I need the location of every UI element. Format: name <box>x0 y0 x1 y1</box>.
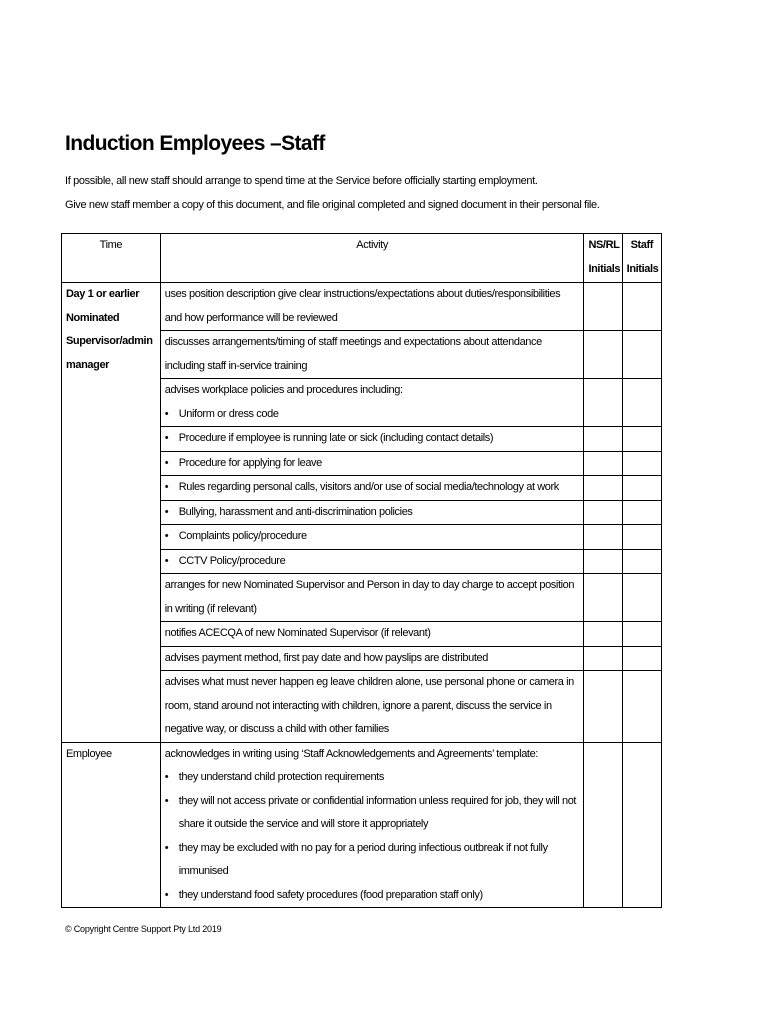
ns-rl-initials-cell[interactable] <box>584 549 622 574</box>
activity-cell <box>160 427 584 452</box>
activity-text: arranges for new Nominated Supervisor and Person in day to day charge to accept position in writing (if relevant) <box>164 579 575 615</box>
activity-bullet: • Uniform or dress code <box>165 403 580 427</box>
ns-rl-initials-cell[interactable] <box>584 622 622 647</box>
table-body <box>62 283 662 908</box>
activity-bullet: • they understand child protection requirements <box>165 766 580 790</box>
activity-bullet: • Procedure for applying for leave <box>165 452 580 476</box>
staff-initials-cell[interactable] <box>622 379 661 427</box>
ns-rl-initials-cell[interactable] <box>584 283 622 331</box>
activity-cell <box>160 331 584 379</box>
activity-bullet: • Bullying, harassment and anti-discrimination policies <box>165 501 580 525</box>
activity-text: advises payment method, first pay date and how payslips are distributed <box>164 651 488 664</box>
staff-initials-cell[interactable] <box>622 500 661 525</box>
activity-text: uses position description give clear instructions/expectations about duties/responsibilities and how performance will be reviewed <box>164 288 561 324</box>
header-ns-rl-initials: NS/RL Initials <box>584 234 622 283</box>
header-activity: Activity <box>160 234 584 283</box>
activity-cell <box>160 283 584 331</box>
activity-cell <box>160 574 584 622</box>
ns-rl-initials-cell[interactable] <box>584 742 622 908</box>
activity-cell <box>160 671 584 743</box>
activity-text: advises workplace policies and procedures including: <box>164 384 403 396</box>
activity-bullet: • CCTV Policy/procedure <box>165 550 580 574</box>
staff-initials-cell[interactable] <box>622 427 661 452</box>
table-row <box>62 283 662 331</box>
ns-rl-initials-cell[interactable] <box>584 451 622 476</box>
ns-rl-initials-cell[interactable] <box>584 427 622 452</box>
staff-initials-cell[interactable] <box>622 525 661 550</box>
activity-bullet: • they will not access private or confidential information unless required for job, they will not share it outside the service and will store it appropriately <box>165 790 580 837</box>
ns-rl-initials-cell[interactable] <box>584 671 622 743</box>
ns-rl-initials-cell[interactable] <box>584 646 622 671</box>
staff-initials-cell[interactable] <box>622 671 661 743</box>
activity-cell <box>160 500 584 525</box>
time-cell: Day 1 or earlier Nominated Supervisor/admin manager <box>62 283 161 743</box>
activity-cell <box>160 379 584 427</box>
activity-cell <box>160 646 584 671</box>
staff-initials-cell[interactable] <box>622 574 661 622</box>
induction-table <box>61 233 662 908</box>
activity-text: advises what must never happen eg leave children alone, use personal phone or camera in room, stand around not interacting with children, ignore a parent, discuss the service in negative way, or discuss a child with other families <box>164 676 574 735</box>
ns-rl-initials-cell[interactable] <box>584 525 622 550</box>
intro-line-1: If possible, all new staff should arrange to spend time at the Service before officially starting employment. <box>65 175 538 187</box>
staff-initials-cell[interactable] <box>622 646 661 671</box>
activity-bullet: • they understand food safety procedures (food preparation staff only) <box>165 884 580 908</box>
staff-initials-cell[interactable] <box>622 331 661 379</box>
activity-cell <box>160 742 584 908</box>
header-staff-initials: Staff Initials <box>622 234 661 283</box>
ns-rl-initials-cell[interactable] <box>584 574 622 622</box>
ns-rl-initials-cell[interactable] <box>584 331 622 379</box>
copyright-footer: © Copyright Centre Support Pty Ltd 2019 <box>65 924 222 934</box>
activity-bullet: • Complaints policy/procedure <box>165 525 580 549</box>
ns-rl-initials-cell[interactable] <box>584 379 622 427</box>
activity-cell <box>160 476 584 501</box>
activity-text: notifies ACECQA of new Nominated Supervisor (if relevant) <box>164 627 431 639</box>
activity-cell <box>160 525 584 550</box>
activity-bullet: • they may be excluded with no pay for a period during infectious outbreak if not fully immunised <box>165 837 580 884</box>
activity-text: discusses arrangements/timing of staff meetings and expectations about attendance including staff in-service training <box>164 336 542 372</box>
activity-cell <box>160 549 584 574</box>
ns-rl-initials-cell[interactable] <box>584 500 622 525</box>
table-row <box>62 742 662 908</box>
activity-cell <box>160 622 584 647</box>
header-time: Time <box>62 234 161 283</box>
activity-bullet: • Procedure if employee is running late or sick (including contact details) <box>165 427 580 451</box>
staff-initials-cell[interactable] <box>622 451 661 476</box>
staff-initials-cell[interactable] <box>622 622 661 647</box>
ns-rl-initials-cell[interactable] <box>584 476 622 501</box>
activity-bullet: • Rules regarding personal calls, visitors and/or use of social media/technology at work <box>165 476 580 500</box>
activity-cell <box>160 451 584 476</box>
intro-line-2: Give new staff member a copy of this document, and file original completed and signed document in their personal file. <box>65 199 600 211</box>
activity-text: acknowledges in writing using ‘Staff Acknowledgements and Agreements’ template: <box>164 747 538 760</box>
table-header-row <box>62 234 662 283</box>
document-title: Induction Employees –Staff <box>65 132 325 155</box>
staff-initials-cell[interactable] <box>622 476 661 501</box>
staff-initials-cell[interactable] <box>622 549 661 574</box>
time-cell: Employee <box>62 742 161 908</box>
staff-initials-cell[interactable] <box>622 742 661 908</box>
staff-initials-cell[interactable] <box>622 283 661 331</box>
